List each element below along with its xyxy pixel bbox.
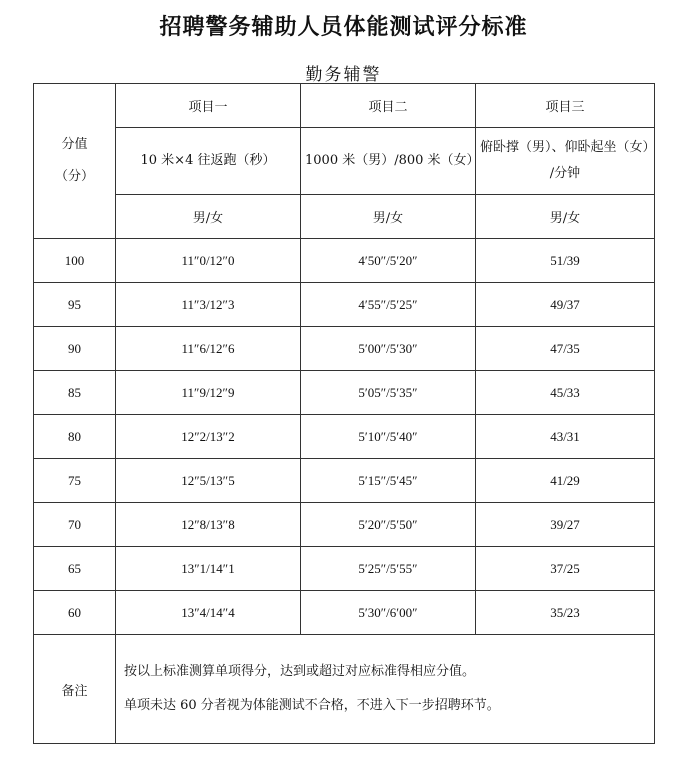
document-title: 招聘警务辅助人员体能测试评分标准 [159, 15, 528, 40]
item1-value: 11″9/12″9 [116, 371, 301, 415]
note-line-1: 按以上标准测算单项得分，达到或超过对应标准得相应分值。 [124, 664, 476, 679]
item2-description: 1000 米（男）/800 米（女） [305, 153, 480, 168]
score-header-cell [34, 84, 116, 239]
item2-value: 4′55″/5′25″ [301, 283, 476, 327]
item3-description-unit: /分钟 [549, 166, 581, 181]
item1-description-cell [116, 128, 301, 195]
item1-description: 10 米×4 往返跑（秒） [140, 153, 276, 168]
item1-gender: 男/女 [116, 195, 301, 239]
item3-description-cell [476, 128, 655, 195]
header-row-gender [34, 195, 655, 239]
item2-value: 5′10″/5′40″ [301, 415, 476, 459]
item3-value: 45/33 [476, 371, 655, 415]
item3-value: 41/29 [476, 459, 655, 503]
item1-value: 11″3/12″3 [116, 283, 301, 327]
item1-value: 13″1/14″1 [116, 547, 301, 591]
item3-header: 项目三 [476, 84, 655, 128]
item2-gender: 男/女 [301, 195, 476, 239]
item3-gender: 男/女 [476, 195, 655, 239]
score-cell: 90 [34, 327, 116, 371]
header-row-descriptions [34, 128, 655, 195]
score-cell: 85 [34, 371, 116, 415]
item3-description: 俯卧撑（男）、仰卧起坐（女） [480, 140, 656, 155]
score-cell: 60 [34, 591, 116, 635]
table-row [34, 283, 655, 327]
score-cell: 100 [34, 239, 116, 283]
item3-value: 49/37 [476, 283, 655, 327]
item1-value: 12″5/13″5 [116, 459, 301, 503]
item3-value: 47/35 [476, 327, 655, 371]
item1-header: 项目一 [116, 84, 301, 128]
item3-value: 37/25 [476, 547, 655, 591]
item2-value: 5′05″/5′35″ [301, 371, 476, 415]
note-label: 备注 [34, 635, 116, 744]
item1-value: 11″6/12″6 [116, 327, 301, 371]
item3-value: 39/27 [476, 503, 655, 547]
item2-value: 5′00″/5′30″ [301, 327, 476, 371]
score-header-line2: （分） [54, 169, 94, 184]
item3-value: 43/31 [476, 415, 655, 459]
document-subtitle: 勤务辅警 [305, 65, 382, 85]
item1-value: 12″2/13″2 [116, 415, 301, 459]
item3-value: 51/39 [476, 239, 655, 283]
item2-value: 4′50″/5′20″ [301, 239, 476, 283]
table-row [34, 239, 655, 283]
item1-value: 11″0/12″0 [116, 239, 301, 283]
item2-header: 项目二 [301, 84, 476, 128]
score-header-line1: 分值 [61, 137, 88, 152]
score-cell: 95 [34, 283, 116, 327]
table-row [34, 591, 655, 635]
table-row [34, 459, 655, 503]
note-row [34, 635, 655, 744]
item3-value: 35/23 [476, 591, 655, 635]
table-row [34, 371, 655, 415]
score-cell: 65 [34, 547, 116, 591]
item2-description-cell [301, 128, 480, 195]
score-cell: 75 [34, 459, 116, 503]
score-cell: 80 [34, 415, 116, 459]
scoring-standard-table [33, 83, 655, 744]
item2-value: 5′20″/5′50″ [301, 503, 476, 547]
item1-value: 12″8/13″8 [116, 503, 301, 547]
item2-value: 5′30″/6′00″ [301, 591, 476, 635]
note-line-2: 单项未达 60 分者视为体能测试不合格，不进入下一步招聘环节。 [124, 698, 500, 713]
item2-value: 5′25″/5′55″ [301, 547, 476, 591]
table-row [34, 503, 655, 547]
note-content [116, 635, 655, 744]
item2-value: 5′15″/5′45″ [301, 459, 476, 503]
score-cell: 70 [34, 503, 116, 547]
item1-value: 13″4/14″4 [116, 591, 301, 635]
table-row [34, 327, 655, 371]
table-row [34, 547, 655, 591]
table-row [34, 415, 655, 459]
header-row-items [34, 84, 655, 128]
